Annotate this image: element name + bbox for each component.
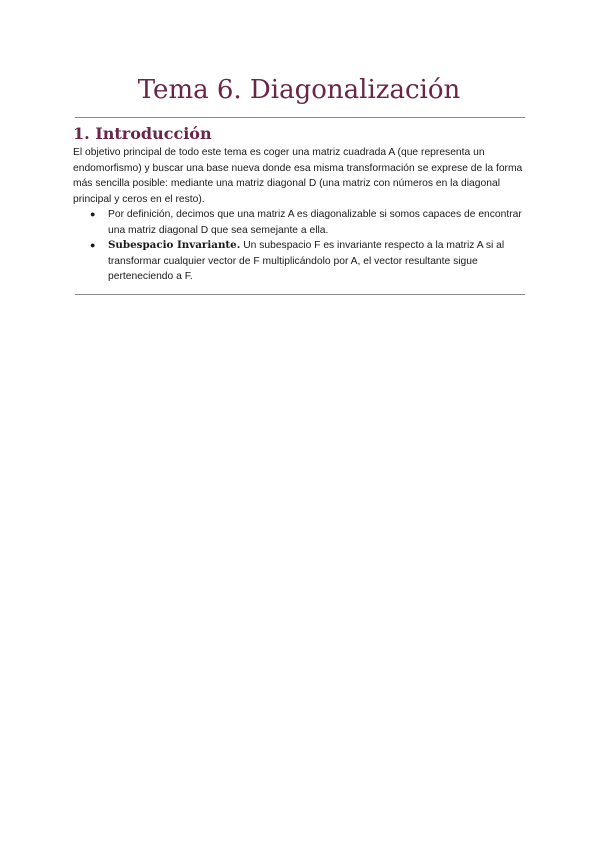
list-item (90, 207, 525, 238)
bullet-term: Subespacio Invariante. (108, 239, 241, 251)
title-divider (75, 117, 525, 118)
document-page (73, 72, 525, 295)
list-item (90, 238, 525, 285)
section-heading: 1. Introducción (73, 124, 212, 143)
bullet-text: Un subespacio F es invariante respecto a la matriz A si al transformar cualquier vector de F multiplicándolo por A, el vector resultante sigue perteneciendo a F. (108, 240, 505, 282)
document-title: Tema 6. Diagonalización (137, 75, 461, 105)
intro-paragraph: El objetivo principal de todo este tema es coger una matriz cuadrada A (que representa un endomorfismo) y buscar una base nueva donde esa misma transformación se exprese de la forma más sencilla posible: mediante una matriz diagonal D (una matriz con números en la diagonal principal y ceros en el resto). (73, 147, 523, 205)
bullet-icon: ● (90, 209, 96, 219)
section-divider (75, 294, 525, 295)
bullet-icon: ● (90, 240, 96, 250)
bullet-text: Por definición, decimos que una matriz A es diagonalizable si somos capaces de encontrar una matriz diagonal D que sea semejante a ella. (108, 209, 522, 236)
bullet-list (73, 207, 525, 285)
